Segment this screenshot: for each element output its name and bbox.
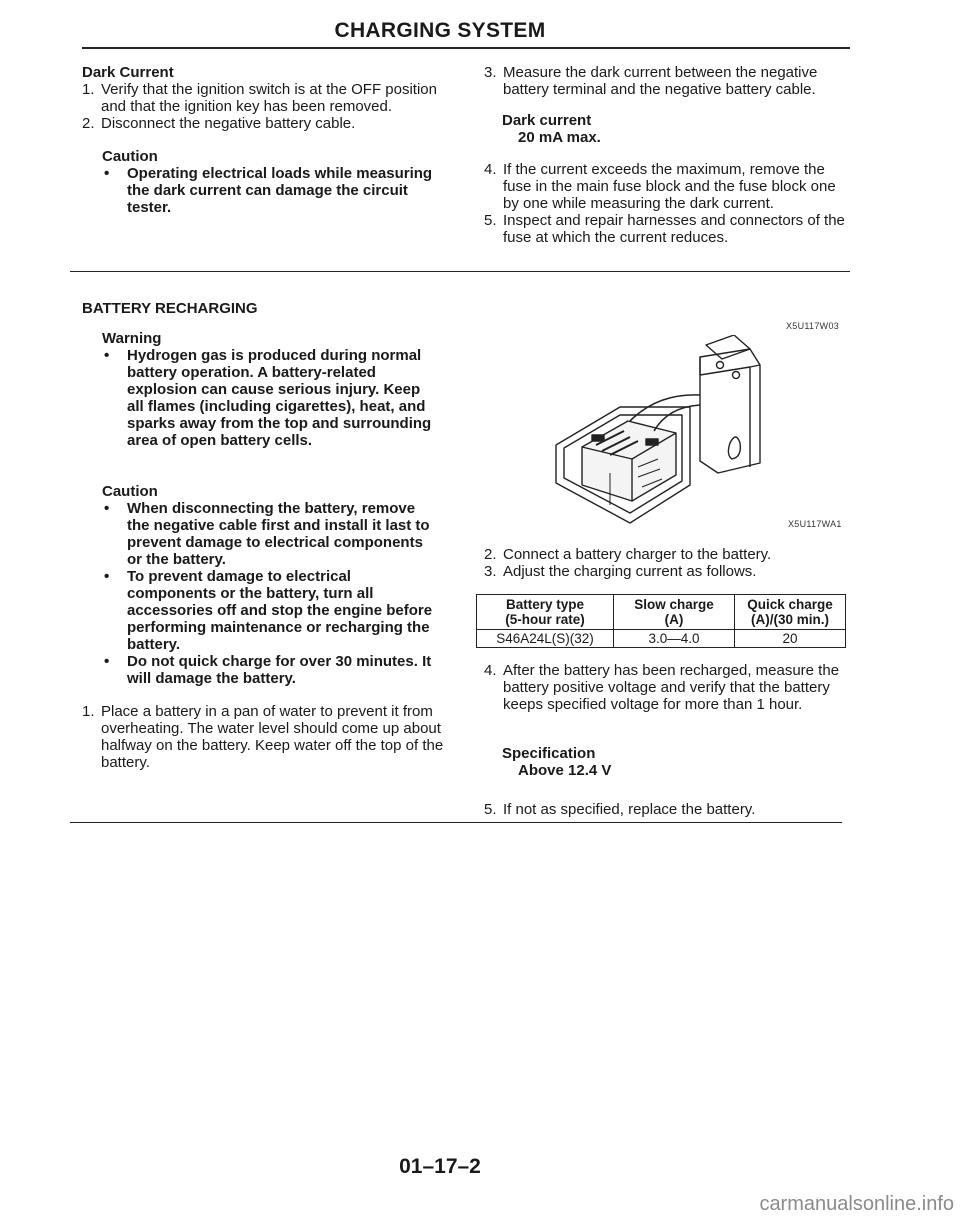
- section-divider: [70, 822, 842, 823]
- table-row: [477, 630, 846, 648]
- page-title: CHARGING SYSTEM: [334, 19, 546, 42]
- list-item: 2. Connect a battery charger to the battery.: [484, 546, 772, 563]
- section-divider: [70, 271, 850, 272]
- page-number: 01–17–2: [399, 1155, 481, 1178]
- recharging-right: [484, 546, 854, 818]
- dark-current-steps: [82, 81, 452, 132]
- caution-block: [82, 148, 452, 216]
- caution-title: Caution: [102, 483, 158, 500]
- caution-item: • When disconnecting the battery, remove the negative cable first and install it last to prevent damage to electrical components or the battery.: [104, 500, 430, 568]
- warning-item: • Hydrogen gas is produced during normal battery operation. A battery-related explosion can cause serious injury. Keep all flames (including cigarettes), heat, and sparks away from the top and surrounding area of open battery cells.: [104, 347, 432, 449]
- list-item: 3. Adjust the charging current as follows.: [484, 563, 757, 580]
- figure-code-bottom: X5U117WA1: [788, 519, 842, 529]
- list-item: 3. Measure the dark current between the negative battery terminal and the negative battery cable.: [484, 64, 818, 98]
- table-cell: 20: [735, 630, 846, 648]
- figure-code-top: X5U117W03: [786, 321, 840, 331]
- recharging-left: [82, 300, 452, 771]
- list-item: 4. If the current exceeds the maximum, remove the fuse in the main fuse block and the fuse block one by one while measuring the dark current.: [484, 161, 836, 212]
- list-item: 2. Disconnect the negative battery cable.: [82, 115, 356, 132]
- dark-current-right: [484, 64, 854, 246]
- caution-block: [82, 483, 452, 687]
- watermark: carmanualsonline.info: [759, 1193, 954, 1215]
- dark-current-heading: Dark Current: [82, 64, 174, 81]
- table-header-cell: Slow charge (A): [614, 595, 735, 630]
- battery-pan-illustration: [550, 335, 770, 525]
- header-rule: [82, 47, 850, 49]
- table-header-cell: Quick charge (A)/(30 min.): [735, 595, 846, 630]
- warning-title: Warning: [102, 330, 162, 347]
- list-item: 4. After the battery has been recharged, measure the battery positive voltage and verify that the battery keeps specified voltage for more than 1 hour.: [484, 662, 840, 713]
- caution-item: • Operating electrical loads while measuring the dark current can damage the circuit tester.: [104, 165, 433, 216]
- dark-current-left: [82, 64, 452, 216]
- caution-item: • Do not quick charge for over 30 minutes. It will damage the battery.: [104, 653, 432, 687]
- table-header-cell: Battery type (5-hour rate): [477, 595, 614, 630]
- charging-current-table: [476, 594, 846, 648]
- caution-item: • To prevent damage to electrical components or the battery, turn all accessories off and stop the engine before performing maintenance or recharging the battery.: [104, 568, 433, 653]
- list-item: 5. If not as specified, replace the battery.: [484, 801, 756, 818]
- dark-current-spec: Dark current 20 mA max.: [502, 112, 601, 146]
- table-cell: 3.0—4.0: [614, 630, 735, 648]
- list-item: 1. Place a battery in a pan of water to prevent it from overheating. The water level should come up about halfway on the battery. Keep water off the top of the battery.: [82, 703, 444, 771]
- list-item: 5. Inspect and repair harnesses and connectors of the fuse at which the current reduces.: [484, 212, 845, 246]
- table-header-row: [477, 595, 846, 630]
- warning-block: [82, 330, 452, 449]
- recharging-heading: BATTERY RECHARGING: [82, 300, 258, 317]
- table-cell: S46A24L(S)(32): [477, 630, 614, 648]
- list-item: 1. Verify that the ignition switch is at the OFF position and that the ignition key has been removed.: [82, 81, 437, 115]
- caution-title: Caution: [102, 148, 158, 165]
- voltage-spec: Specification Above 12.4 V: [502, 745, 612, 779]
